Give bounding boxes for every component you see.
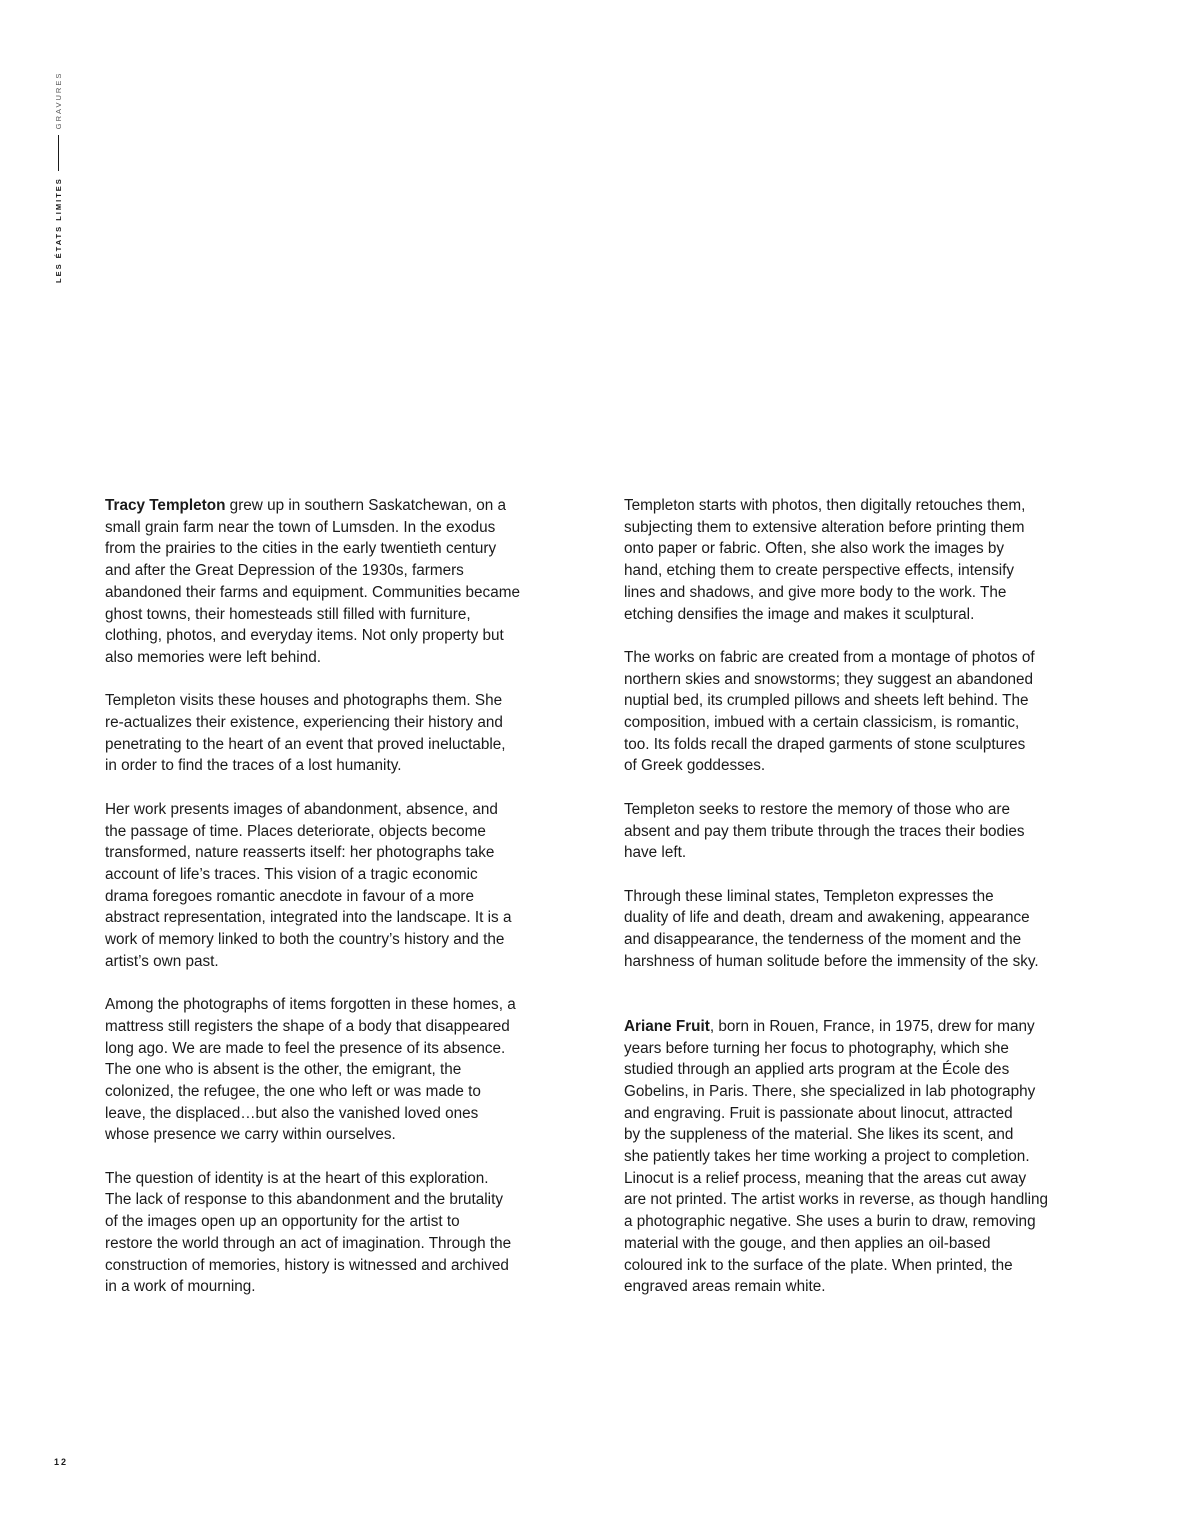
paragraph: The question of identity is at the heart of this exploration. The lack of response to this abandonment and the brutality of the images open up an opportunity for the artist to restore the world through an act of imagination. Through the construction of memories, history is witnessed and archived in a work of mourning. — [105, 1169, 512, 1296]
publication-title: LES ÉTATS LIMITES — [54, 177, 63, 283]
page-number: 12 — [54, 1457, 69, 1467]
artist-name-templeton: Tracy Templeton — [105, 497, 226, 514]
paragraph-templeton-bio — [105, 495, 555, 669]
left-column — [105, 495, 555, 1320]
right-column — [624, 495, 1074, 1320]
paragraph-text: grew up in southern Saskatchewan, on a small grain farm near the town of Lumsden. In the exodus from the prairies to the cities in the early twentieth century and after the Great Depression of the 1930s, farmers abandoned their farms and equipment. Communities became ghost towns, their homesteads still filled with furniture, clothing, photos, and everyday items. Not only property but also memories were left behind. — [105, 497, 520, 666]
paragraph: Through these liminal states, Templeton expresses the duality of life and death, dream and awakening, appearance and disappearance, the tenderness of the moment and the harshness of human solitude before the immensity of the sky. — [624, 887, 1039, 970]
running-head — [54, 72, 63, 283]
paragraph: The works on fabric are created from a montage of photos of northern skies and snowstorms; they suggest an abandoned nuptial bed, its crumpled pillows and sheets left behind. The composition, imbued with a certain classicism, is romantic, too. Its folds recall the draped garments of stone sculptures of Greek goddesses. — [624, 648, 1035, 775]
running-head-rule — [58, 135, 59, 171]
paragraph: Templeton seeks to restore the memory of those who are absent and pay them tribute through the traces their bodies have left. — [624, 800, 1025, 862]
paragraph-text: , born in Rouen, France, in 1975, drew for many years before turning her focus to photography, which she studied through an applied arts program at the École des Gobelins, in Paris. There, she specialized in lab photography and engraving. Fruit is passionate about linocut, attracted by the suppleness of the material. She likes its scent, and she patiently takes her time working a project to completion. Linocut is a relief process, meaning that the areas cut away are not printed. The artist works in reverse, as though handling a photographic negative. She uses a burin to draw, removing material with the gouge, and then applies an oil-based coloured ink to the surface of the plate. When printed, the engraved areas remain white. — [624, 1017, 1049, 1296]
paragraph-fruit-bio — [624, 1016, 1074, 1298]
paragraph: Her work presents images of abandonment, absence, and the passage of time. Places deteriorate, objects become transformed, nature reasserts itself: her photographs take account of life’s traces. This vision of a tragic economic drama foregoes romantic anecdote in favour of a more abstract representation, integrated into the landscape. It is a work of memory linked to both the country’s history and the artist’s own past. — [105, 800, 512, 970]
paragraph: Templeton starts with photos, then digitally retouches them, subjecting them to extensive alteration before printing them onto paper or fabric. Often, she also work the images by hand, etching them to create perspective effects, intensify lines and shadows, and give more body to the work. The etching densifies the image and makes it sculptural. — [624, 497, 1026, 623]
section-title: GRAVURES — [54, 71, 63, 130]
paragraph: Templeton visits these houses and photographs them. She re-actualizes their existence, experiencing their history and penetrating to the heart of an event that proved ineluctable, in order to find the traces of a lost humanity. — [105, 692, 506, 775]
paragraph: Among the photographs of items forgotten in these homes, a mattress still registers the shape of a body that disappeared long ago. We are made to feel the presence of its absence. The one who is absent is the other, the emigrant, the colonized, the refugee, the one who left or was made to leave, the displaced…but also the vanished loved ones whose presence we carry within ourselves. — [105, 996, 516, 1144]
artist-name-fruit: Ariane Fruit — [624, 1017, 710, 1035]
